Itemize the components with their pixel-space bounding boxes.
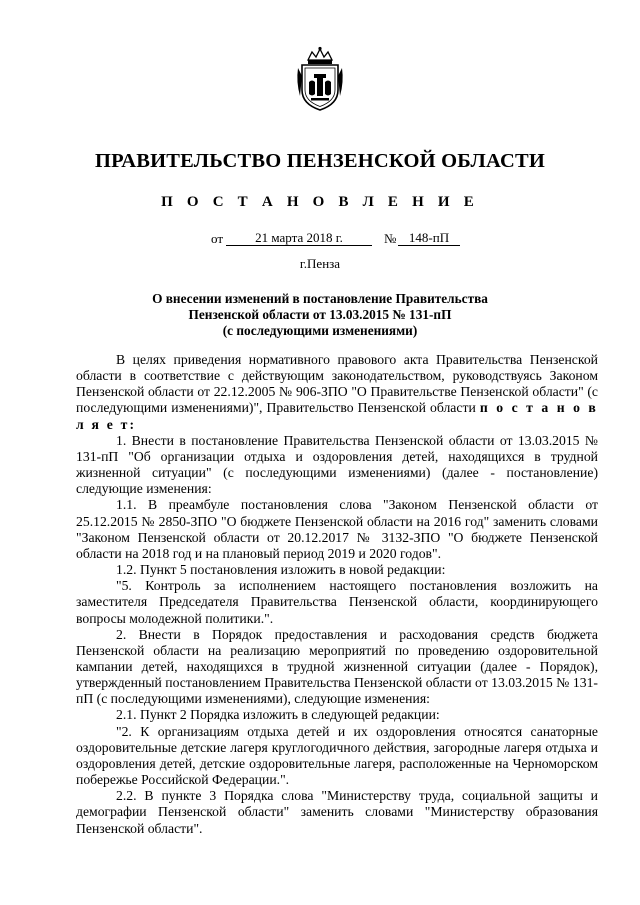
paragraph-intro bbox=[76, 352, 598, 433]
paragraph-1-1: 1.1. В преамбуле постановления слова "Законом Пензенской области от 25.12.2015 № 2850-ЗПО "О бюджете Пензенской области на 2016 год" заменить словами "Законом Пензенской области от 20.12.2017 № 3132-ЗПО "О бюджете Пензенской области на 2018 год и на плановый период 2019 и 2020 годов". bbox=[76, 497, 598, 561]
subject-line-3: (с последующими изменениями) bbox=[222, 323, 418, 338]
number-prefix: № bbox=[384, 231, 397, 246]
document-type: П О С Т А Н О В Л Е Н И Е bbox=[161, 194, 479, 210]
date-prefix: от bbox=[211, 231, 224, 246]
intro-text: В целях приведения нормативного правового акта Правительства Пензенской области в соответствие с действующим законодательством, руководствуясь Законом Пензенской области от 22.12.2005 № 906-ЗПО "О Правительстве Пензенской области" (с последующими изменениями)", Правительство Пензенской области bbox=[76, 352, 598, 416]
document-number: 148-пП bbox=[398, 231, 460, 246]
government-title: ПРАВИТЕЛЬСТВО ПЕНЗЕНСКОЙ ОБЛАСТИ bbox=[95, 150, 545, 172]
coat-of-arms-icon bbox=[294, 46, 346, 112]
paragraph-1-2: 1.2. Пункт 5 постановления изложить в новой редакции: bbox=[116, 562, 446, 578]
paragraph-1-2-quote: "5. Контроль за исполнением настоящего постановления возложить на заместителя Председателя Правительства Пензенской области, координирующего вопросы молодежной политики.". bbox=[76, 578, 598, 626]
paragraph-2-1-quote: "2. К организациям отдыха детей и их оздоровления относятся санаторные оздоровительные детские лагеря круглогодичного действия, загородные лагеря отдыха и оздоровления детей, детские оздоровительные лагеря, расположенные на Черноморском побережье Российской Федерации.". bbox=[76, 723, 598, 788]
decree-word: п о с т а н о в л я е т: bbox=[76, 400, 599, 432]
document-subject bbox=[0, 291, 640, 339]
paragraph-1: 1. Внести в постановление Правительства Пензенской области от 13.03.2015 № 131-пП "Об организации отдыха и оздоровления детей, находящихся в трудной жизненной ситуации" (с последующими изменениями) (далее - постановление) следующие изменения: bbox=[76, 432, 598, 497]
subject-line-1: О внесении изменений в постановление Правительства bbox=[152, 291, 488, 306]
city: г.Пенза bbox=[299, 256, 341, 271]
document-body bbox=[76, 352, 598, 837]
paragraph-2-1: 2.1. Пункт 2 Порядка изложить в следующей редакции: bbox=[116, 707, 440, 723]
paragraph-2: 2. Внести в Порядок предоставления и расходования средств бюджета Пензенской области на реализацию мероприятий по проведению оздоровительной кампании детей, находящихся в трудной жизненной ситуации (далее - Порядок), утвержденный постановлением Правительства Пензенской области от 13.03.2015 № 131-пП (с последующими изменениями), следующие изменения: bbox=[76, 626, 598, 707]
subject-line-2: Пензенской области от 13.03.2015 № 131-пП bbox=[188, 307, 452, 322]
paragraph-2-2: 2.2. В пункте 3 Порядка слова "Министерству труда, социальной защиты и демографии Пензенской области" заменить словами "Министерству образования Пензенской области". bbox=[76, 788, 598, 836]
document-date: 21 марта 2018 г. bbox=[226, 231, 372, 246]
